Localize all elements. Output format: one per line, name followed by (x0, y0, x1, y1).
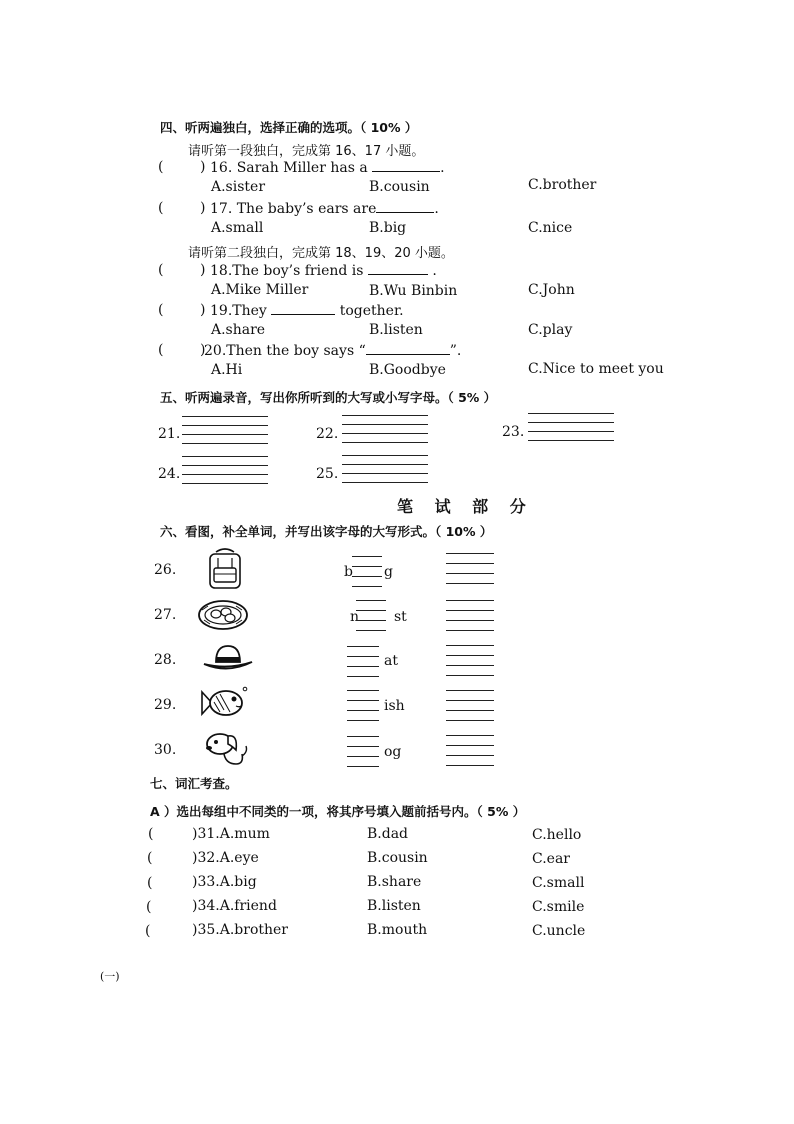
answer-paren-open: ( (148, 826, 154, 842)
answer-paren-open: ( (158, 200, 164, 216)
option-b: B.listen (367, 898, 421, 914)
answer-blank[interactable] (368, 262, 428, 275)
answer-paren-open: ( (158, 262, 164, 278)
word-27-prefix: n (350, 609, 360, 625)
item-22-number: 22. (316, 426, 339, 442)
item-28-number: 28. (154, 652, 177, 668)
word-26-prefix: b (344, 564, 353, 580)
page-footer-mark: (一) (100, 970, 120, 983)
answer-paren-open: ( (158, 159, 164, 175)
word-28-suffix: at (384, 653, 398, 669)
answer-paren-close: ) (200, 302, 206, 318)
word-27-suffix: st (394, 609, 407, 625)
word-30-suffix: og (384, 744, 402, 760)
answer-paren-close: ) (200, 342, 206, 358)
section5-heading: 五、听两遍录音，写出你所听到的大写或小写字母。（ 5% ） (160, 390, 497, 405)
item-25-number: 25. (316, 466, 339, 482)
answer-paren-open: ( (147, 875, 153, 891)
answer-blank[interactable] (372, 159, 440, 172)
answer-paren-open: ( (158, 302, 164, 318)
hat-icon (200, 640, 256, 676)
option-c: C.uncle (532, 923, 586, 939)
question-18-stem: 18.The boy’s friend is . (210, 263, 437, 279)
section6-heading: 六、看图，补全单词，并写出该字母的大写形式。（ 10% ） (160, 524, 493, 539)
item-29-number: 29. (154, 697, 177, 713)
written-part-title: 笔 试 部 分 (397, 497, 534, 516)
answer-paren-open: ( (147, 850, 153, 866)
word-29-suffix: ish (384, 698, 405, 714)
item-23-number: 23. (502, 424, 525, 440)
answer-paren-open: ( (145, 923, 151, 939)
question-33-stem: )33.A.big (192, 874, 257, 890)
answer-paren-close: ) (200, 262, 206, 278)
answer-blank[interactable] (271, 302, 335, 315)
option-c: C.hello (532, 827, 582, 843)
option-c: C.brother (528, 177, 597, 193)
option-b: B.share (367, 874, 422, 890)
option-b: B.dad (367, 826, 409, 842)
option-b: B.listen (369, 322, 423, 338)
option-a: A.Hi (211, 362, 243, 378)
option-b: B.Wu Binbin (369, 283, 458, 299)
option-c: C.play (528, 322, 573, 338)
section4-heading: 四、听两遍独白，选择正确的选项。（ 10% ） (160, 120, 418, 135)
item-26-number: 26. (154, 562, 177, 578)
option-a: A.share (211, 322, 266, 338)
section4-part2-instruction: 请听第二段独白，完成第 18、19、20 小题。 (188, 246, 454, 261)
question-20-stem: 20.Then the boy says “ ”. (204, 343, 462, 359)
option-b: B.big (369, 220, 407, 236)
question-17-stem: 17. The baby’s ears are . (210, 201, 439, 217)
option-c: C.smile (532, 899, 585, 915)
answer-paren-close: ) (200, 159, 206, 175)
item-27-number: 27. (154, 607, 177, 623)
answer-paren-open: ( (146, 899, 152, 915)
section7-heading: 七、词汇考查。 (150, 776, 238, 791)
nest-icon (196, 596, 250, 632)
question-32-stem: )32.A.eye (192, 850, 259, 866)
answer-paren-open: ( (158, 342, 164, 358)
section4-part1-instruction: 请听第一段独白，完成第 16、17 小题。 (188, 144, 425, 159)
question-19-stem: 19.They together. (210, 303, 404, 319)
option-b: B.mouth (367, 922, 428, 938)
option-c: C.nice (528, 220, 573, 236)
option-c: C.ear (532, 851, 570, 867)
backpack-icon (202, 546, 248, 592)
answer-blank[interactable] (376, 200, 434, 213)
word-26-suffix: g (384, 564, 393, 580)
option-b: B.cousin (367, 850, 428, 866)
question-16-stem: 16. Sarah Miller has a . (210, 160, 445, 176)
question-31-stem: )31.A.mum (192, 826, 270, 842)
option-c: C.Nice to meet you (528, 361, 664, 377)
section7-subsection-a: A ）选出每组中不同类的一项，将其序号填入题前括号内。（ 5% ） (150, 804, 526, 819)
option-b: B.cousin (369, 179, 430, 195)
item-21-number: 21. (158, 426, 181, 442)
question-35-stem: )35.A.brother (192, 922, 288, 938)
option-c: C.small (532, 875, 585, 891)
item-24-number: 24. (158, 466, 181, 482)
option-b: B.Goodbye (369, 362, 446, 378)
fish-icon (198, 684, 250, 722)
answer-paren-close: ) (200, 200, 206, 216)
option-a: A.small (211, 220, 264, 236)
question-34-stem: )34.A.friend (192, 898, 277, 914)
answer-blank[interactable] (366, 342, 450, 355)
dog-icon (202, 728, 250, 768)
option-a: A.sister (211, 179, 266, 195)
option-a: A.Mike Miller (211, 282, 309, 298)
option-c: C.John (528, 282, 575, 298)
item-30-number: 30. (154, 742, 177, 758)
